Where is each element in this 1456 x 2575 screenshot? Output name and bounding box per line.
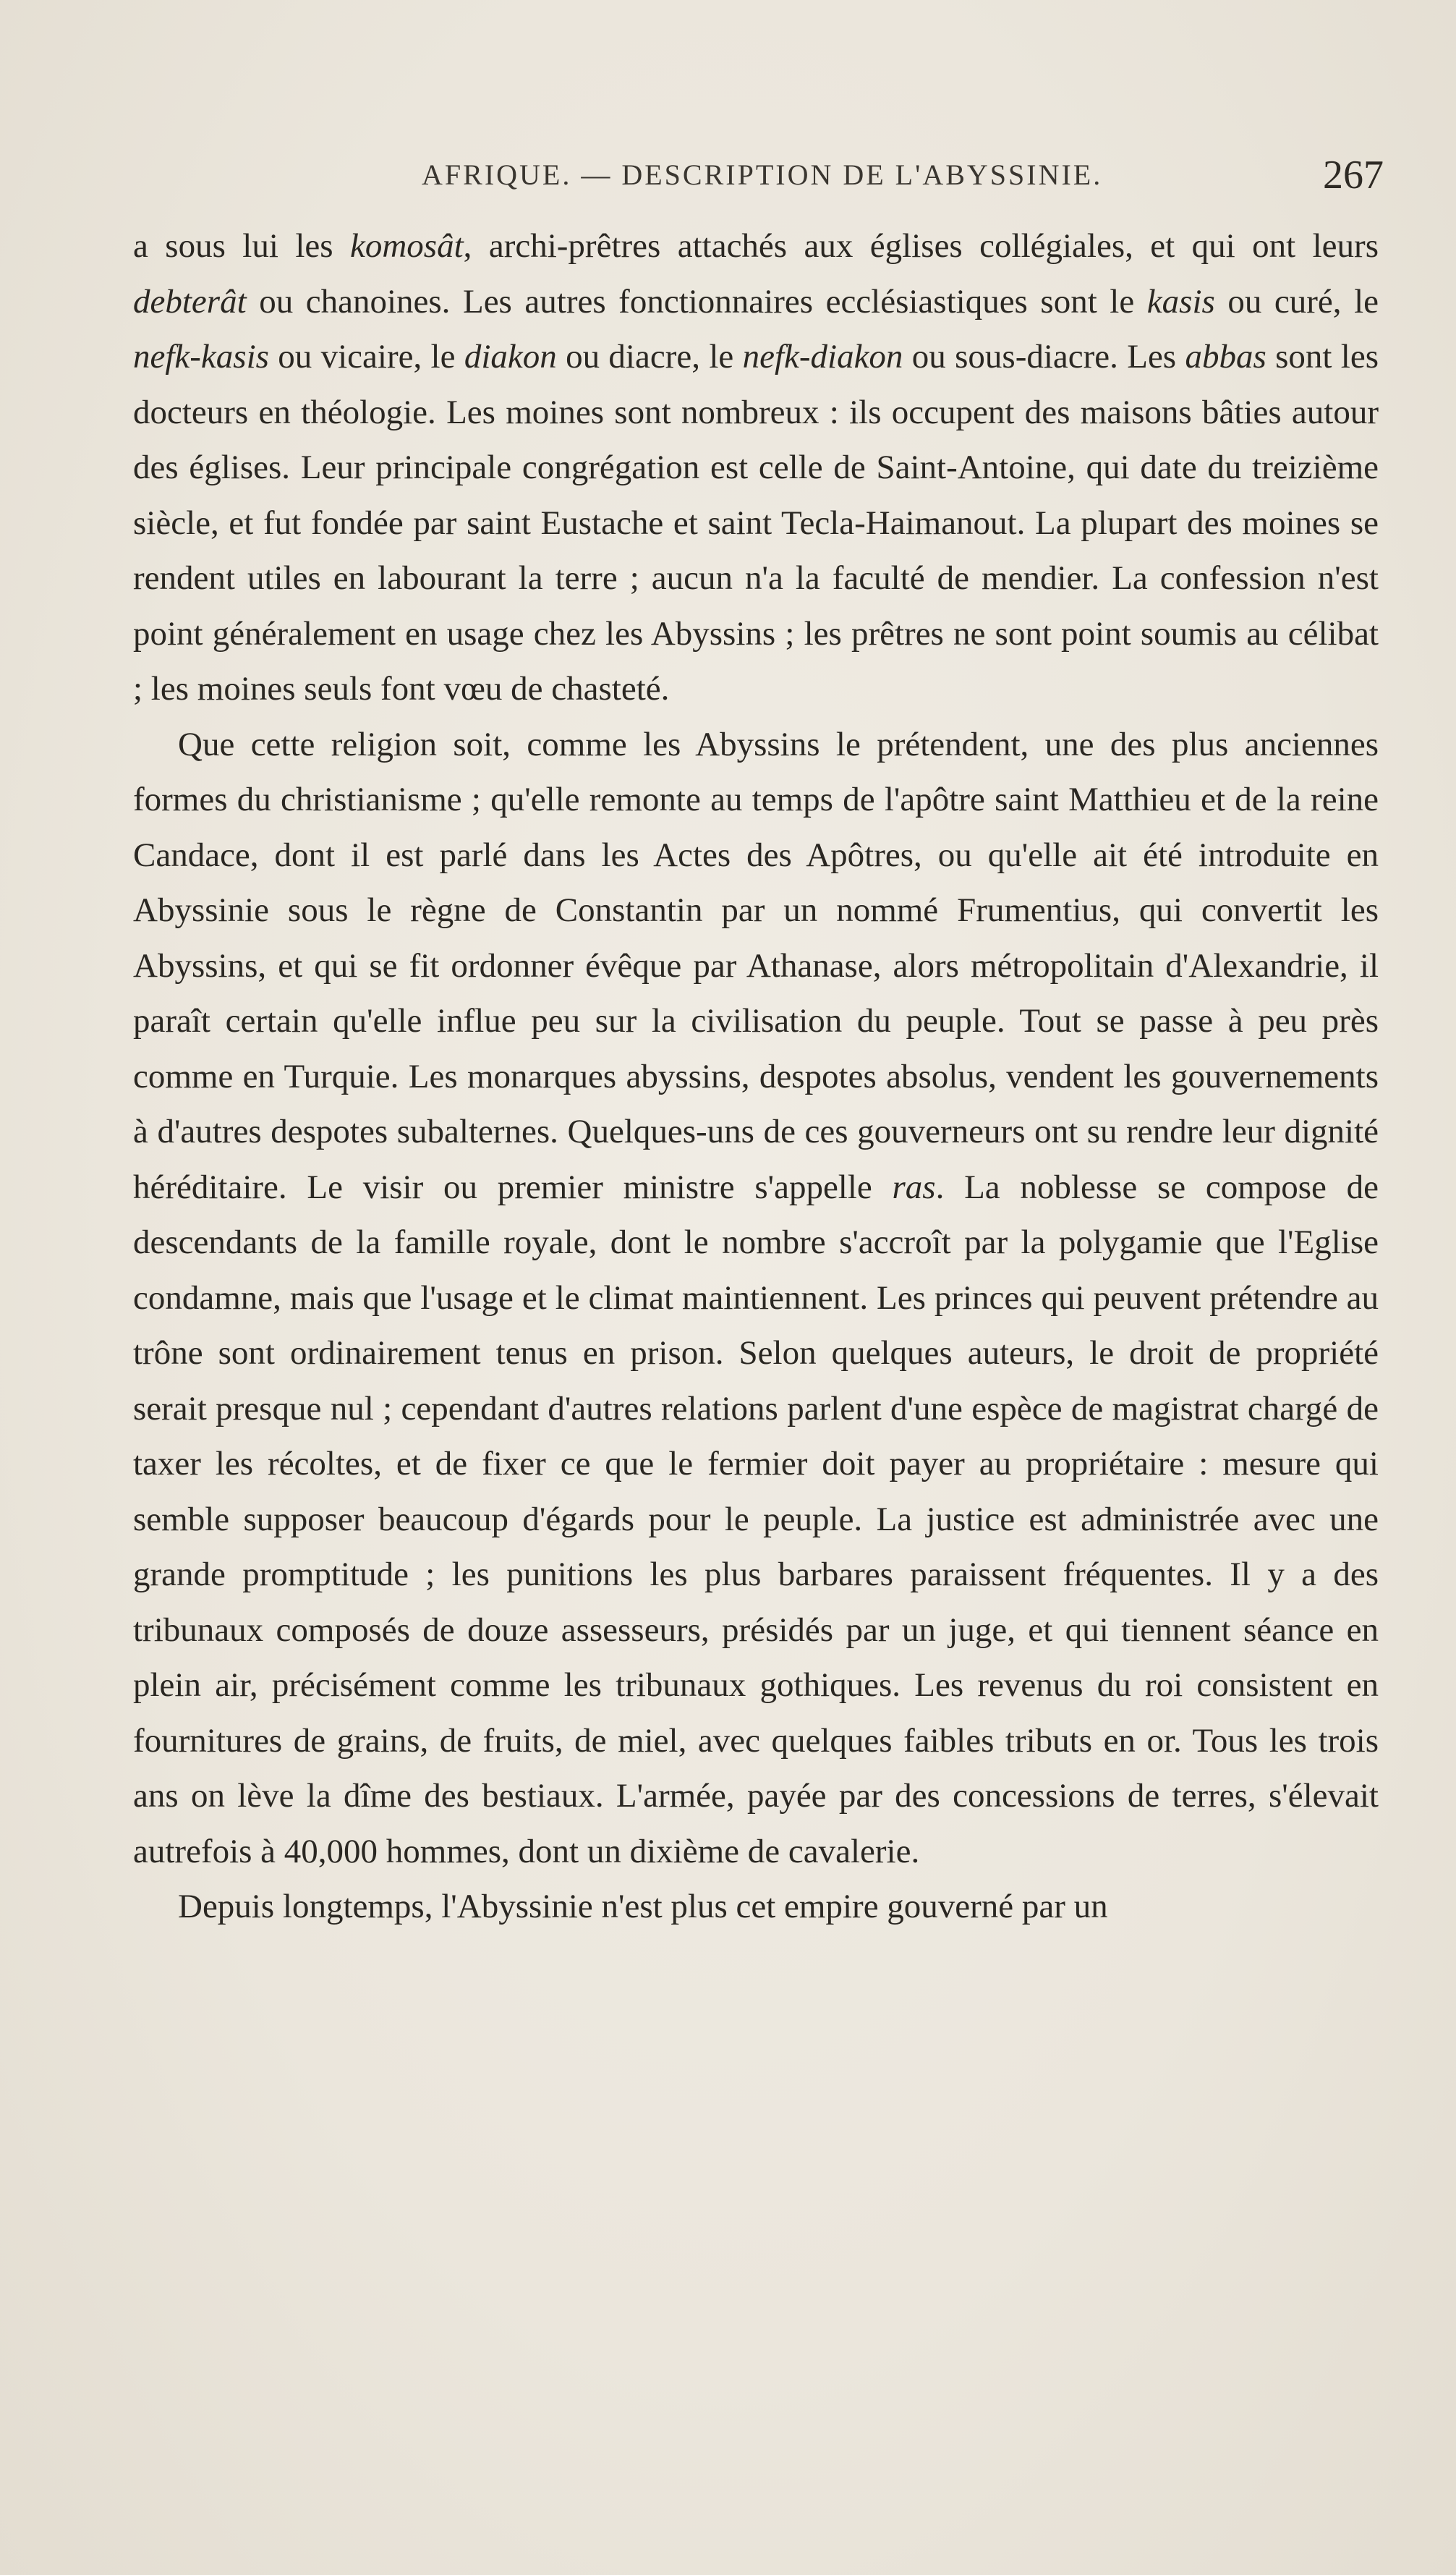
- text-run: sont les docteurs en théologie. Les moines sont nombreux : ils occupent des maisons bâties autour des églises. Leur principale congrégation est celle de Saint-Antoine, qui date du treizième siècle, et fut fondée par saint Eustache et saint Tecla-Haimanout. La plupart des moines se rendent utiles en labourant la terre ; aucun n'a la faculté de mendier. La confession n'est point généralement en usage chez les Abyssins ; les prêtres ne sont point soumis au célibat ; les moines seuls font vœu de chasteté.: [133, 338, 1379, 708]
- paragraph-3: [133, 1879, 1379, 1935]
- italic-term: komosât: [350, 227, 464, 265]
- text-run: , archi-prêtres attachés aux églises collégiales, et qui ont leurs: [463, 227, 1379, 265]
- text-run: ou chanoines. Les autres fonctionnaires ecclésiastiques sont le: [246, 282, 1147, 321]
- page-header: [422, 152, 1384, 203]
- text-run: ou vicaire, le: [268, 338, 464, 376]
- paragraph-1: [133, 219, 1379, 717]
- running-head: AFRIQUE. — DESCRIPTION DE L'ABYSSINIE.: [422, 158, 1103, 191]
- text-run: a sous lui les: [133, 227, 350, 265]
- text-run: ou curé, le: [1214, 282, 1379, 321]
- body-text: [133, 219, 1379, 1935]
- italic-term: abbas: [1185, 338, 1266, 376]
- italic-term: diakon: [464, 338, 557, 376]
- text-run: ou diacre, le: [556, 338, 743, 376]
- text-run: . La noblesse se compose de descendants de la famille royale, dont le nombre s'accroît par la polygamie que l'Eglise condamne, mais que l'usage et le climat maintiennent. Les princes qui peuvent prétendre au trône sont ordinairement tenus en prison. Selon quelques auteurs, le droit de propriété serait presque nul ; cependant d'autres relations parlent d'une espèce de magistrat chargé de taxer les récoltes, et de fixer ce que le fermier doit payer au propriétaire : mesure qui semble supposer beaucoup d'égards pour le peuple. La justice est administrée avec une grande promptitude ; les punitions les plus barbares paraissent fréquentes. Il y a des tribunaux composés de douze assesseurs, présidés par un juge, et qui tiennent séance en plein air, précisément comme les tribunaux gothiques. Les revenus du roi consistent en fournitures de grains, de fruits, de miel, avec quelques faibles tributs en or. Tous les trois ans on lève la dîme des bestiaux. L'armée, payée par des concessions de terres, s'élevait autrefois à 40,000 hommes, dont un dixième de cavalerie.: [133, 1168, 1379, 1870]
- italic-term: kasis: [1146, 282, 1215, 321]
- page-number: 267: [1323, 153, 1384, 198]
- text-run: ou sous-diacre. Les: [903, 338, 1185, 376]
- paragraph-2: [133, 717, 1379, 1880]
- text-run: Que cette religion soit, comme les Abyssins le prétendent, une des plus anciennes formes du christianisme ; qu'elle remonte au temps de l'apôtre saint Matthieu et de la reine Candace, dont il est parlé dans les Actes des Apôtres, ou qu'elle ait été introduite en Abyssinie sous le règne de Constantin par un nommé Frumentius, qui convertit les Abyssins, et qui se fit ordonner évêque par Athanase, alors métropolitain d'Alexandrie, il paraît certain qu'elle influe peu sur la civilisation du peuple. Tout se passe à peu près comme en Turquie. Les monarques abyssins, despotes absolus, vendent les gouvernements à d'autres despotes subalternes. Quelques-uns de ces gouverneurs ont su rendre leur dignité héréditaire. Le visir ou premier ministre s'appelle: [133, 725, 1379, 1206]
- italic-term: nefk-diakon: [742, 338, 903, 376]
- italic-term: nefk-kasis: [133, 338, 269, 376]
- text-run: Depuis longtemps, l'Abyssinie n'est plus cet empire gouverné par un: [178, 1888, 1108, 1925]
- italic-term: ras: [892, 1168, 936, 1206]
- italic-term: debterât: [133, 282, 247, 321]
